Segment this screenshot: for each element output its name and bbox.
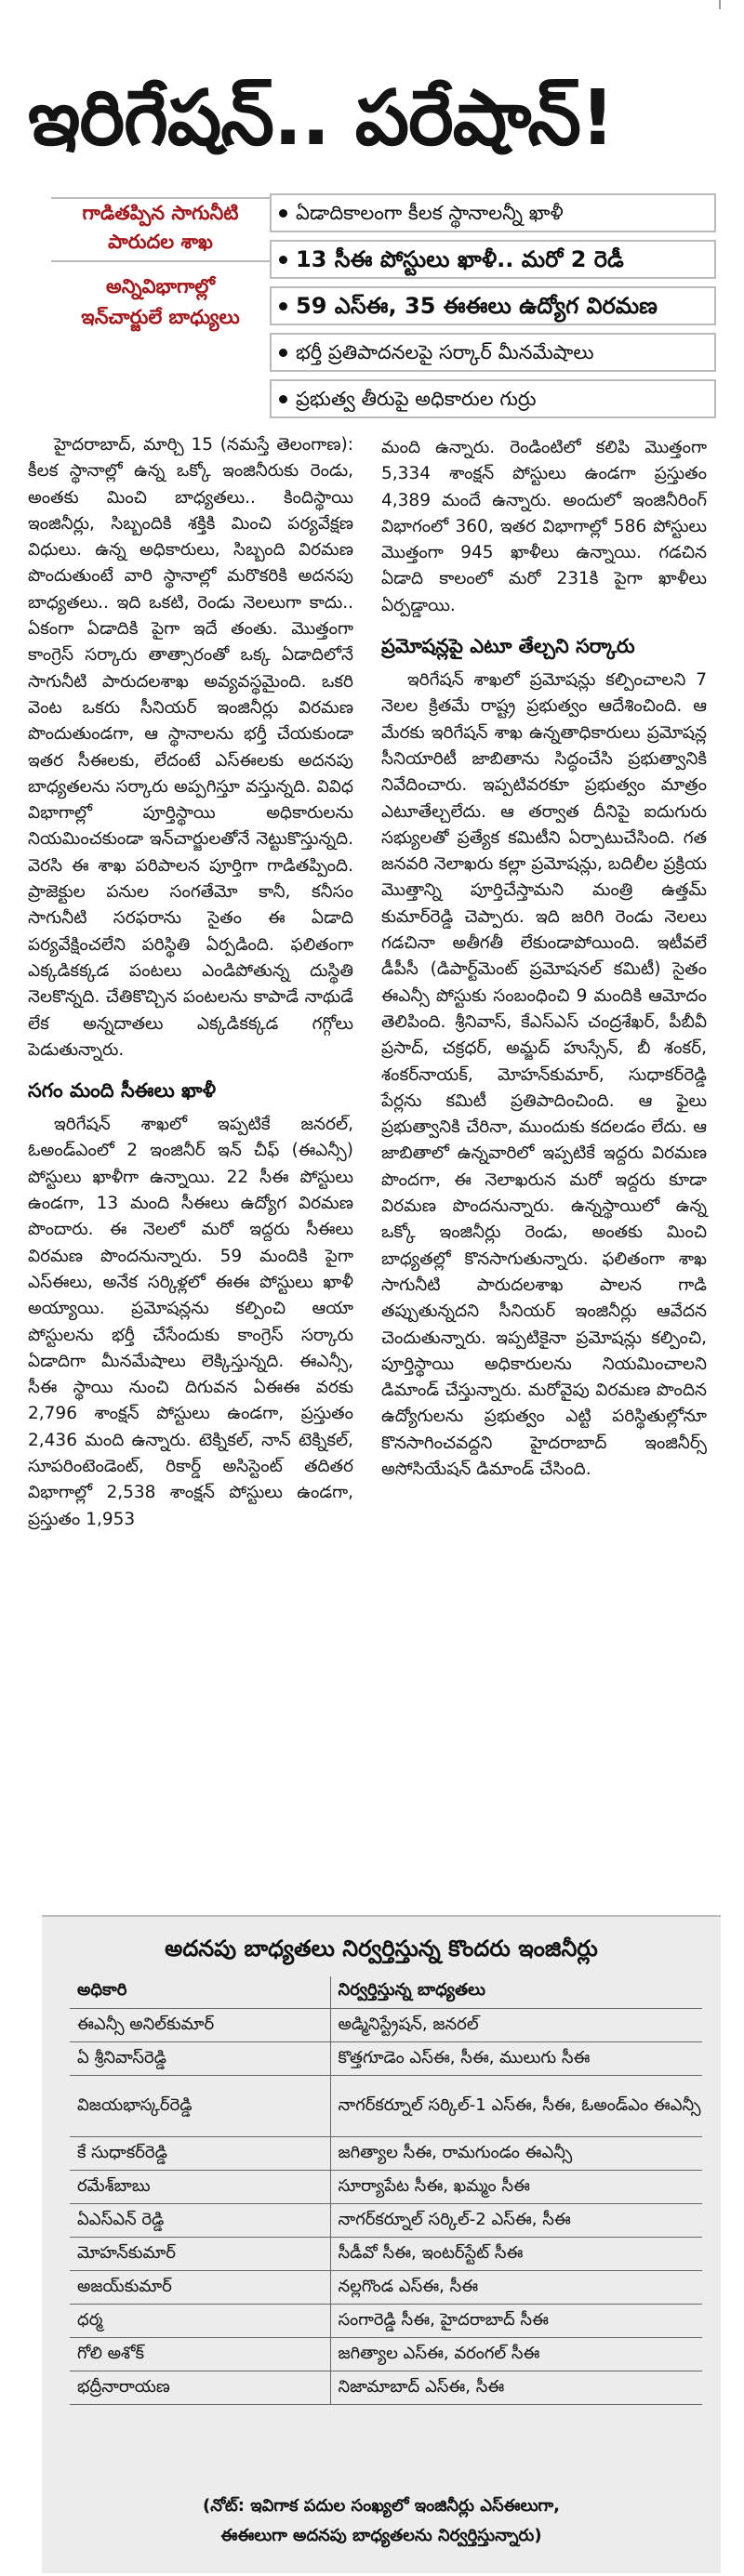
bullet-text: 59 ఎస్ఈ, 35 ఈఈలు ఉద్యోగ విరమణ: [296, 293, 658, 319]
article-column-right: [381, 435, 707, 1483]
duty-cell: జగిత్యాల సీఈ, రామగుండం ఈఎన్సీ: [330, 2136, 702, 2170]
official-cell: విజయభాస్కర్‌రెడ్డి: [70, 2075, 330, 2136]
official-cell: ధర్మ: [70, 2304, 330, 2337]
article-column-left: [28, 432, 353, 1533]
table-row: [70, 2041, 702, 2075]
duty-cell: నాగర్‌కర్నూల్ సర్కిల్-2 ఎస్ఈ, సీఈ: [330, 2203, 702, 2237]
bullet-text: భర్తీ ప్రతిపాదనలపై సర్కార్ మీనమేషాలు: [296, 341, 594, 363]
article-paragraph: ఇరిగేషన్ శాఖలో ప్రమోషన్లు కల్పించాలని 7 నెలల క్రితమే రాష్ట్ర ప్రభుత్వం ఆదేశించింది. ఆ మేరకు ఇరిగేషన్ శాఖ ఉన్నతాధికారులు ప్రమోషన్ల సీనియారిటీ జాబితాను సిద్ధంచేసి ప్రభుత్వానికి నివేదించారు. ఇప్పటివరకూ ప్రభుత్వం మాత్రం ఎటూతేల్చలేదు. ఆ తర్వాత దీనిపై ఐదుగురు సభ్యులతో ప్రత్యేక కమిటీని ఏర్పాటుచేసింది. గత జనవరి నెలాఖరు కల్లా ప్రమోషన్లు, బదిలీల ప్రక్రియ మొత్తాన్ని పూర్తిచేస్తామని మంత్రి ఉత్తమ్ కుమార్‌రెడ్డి చెప్పారు. ఇది జరిగి రెండు నెలలు గడచినా అతీగతీ లేకుండాపోయింది. ఇటీవలే డీపీసీ (డిపార్ట్‌మెంట్ ప్రమోషనల్ కమిటీ) సైతం ఈఎన్సీ పోస్టుకు సంబంధించి 9 మందికి ఆమోదం తెలిపింది. శ్రీనివాస్, కేఎస్ఎస్ చంద్రశేఖర్, పీబీవీ ప్రసాద్, చక్రధర్, అమ్జద్ హుస్సేన్, బీ శంకర్, శంకర్‌నాయక్, మోహన్‌కుమార్, సుధాకర్‌రెడ్డి పేర్లను కమిటీ ప్రతిపాదించింది. ఆ ఫైలు ప్రభుత్వానికి చేరినా, ముందుకు కదలడం లేదు. ఆ జాబితాలో ఉన్నవారిలో ఇప్పటికే ఇద్దరు విరమణ పొందగా, ఈ నెలాఖరున మరో ఇద్దరు కూడా విరమణ పొందనున్నారు. ఉన్నస్థాయిలో ఉన్న ఒక్కో ఇంజినీర్లు రెండు, అంతకు మించి బాధ్యతల్లో కొనసాగుతున్నారు. ఫలితంగా శాఖ సాగునీటి పారుదలశాఖ పాలన గాడి తప్పుతున్నదని సీనియర్ ఇంజినీర్లు ఆవేదన చెందుతున్నారు. ఇప్పటికైనా ప్రమోషన్లు కల్పించి, పూర్తిస్థాయి అధికారులను నియమించాలని డిమాండ్ చేస్తున్నారు. మరోవైపు విరమణ పొందిన ఉద్యోగులను ప్రభుత్వం ఎట్టి పరిస్థితుల్లోనూ కొనసాగించవద్దని హైదరాబాద్ ఇంజినీర్స్ అసోసియేషన్ డిమాండ్ చేసింది.: [381, 670, 708, 1479]
bullet-dot-icon: [279, 302, 287, 310]
table-row: [70, 2371, 702, 2404]
top-border: [0, 0, 721, 9]
table-row: [70, 2337, 702, 2371]
article-paragraph: ఇరిగేషన్ శాఖలో ఇప్పటికే జనరల్, ఓఅండ్ఎంలో 2 ఇంజినీర్ ఇన్ చీఫ్ (ఈఎన్సీ) పోస్టులు ఖాళీగా ఉన్నాయి. 22 సీఈ పోస్టులు ఉండగా, 13 మంది సీఈలు ఉద్యోగ విరమణ పొందారు. ఈ నెలలో మరో ఇద్దరు సీఈలు విరమణ పొందనున్నారు. 59 మందికి పైగా ఎస్ఈలు, అనేక సర్కిళ్లలో ఈఈ పోస్టులు ఖాళీ అయ్యాయి. ప్రమోషన్లను కల్పించి ఆయా పోస్టులను భర్తీ చేసేందుకు కాంగ్రెస్ సర్కారు ఏడాదిగా మీనమేషాలు లెక్కిస్తున్నది. ఈఎన్సీ, సీఈ స్థాయి నుంచి దిగువన ఏఈఈ వరకు 2,796 శాంక్షన్ పోస్టులు ఉండగా, ప్రస్తుతం 2,436 మంది ఉన్నారు. టెక్నికల్, నాన్ టెక్నికల్, సూపరింటెండెంట్, రికార్డ్ అసిస్టెంట్ తదితర విభాగాల్లో 2,538 శాంక్షన్ పోస్టులు ఉండగా, ప్రస్తుతం 1,953: [28, 1115, 353, 1529]
duty-cell: సీడీవో సీఈ, ఇంటర్‌స్టేట్ సీఈ: [330, 2237, 702, 2270]
duty-cell: అడ్మినిస్ట్రేషన్, జనరల్: [330, 2008, 702, 2041]
note-line: (నోట్: ఇవిగాక పదుల సంఖ్యలో ఇంజినీర్లు ఎస్ఈలుగా,: [203, 2496, 560, 2516]
table-row: [70, 2170, 702, 2203]
officials-table: [70, 1976, 702, 2405]
duty-cell: సంగారెడ్డి సీఈ, హైదరాబాద్ సీఈ: [330, 2304, 702, 2337]
duty-cell: జగిత్యాల ఎస్ఈ, వరంగల్ సీఈ: [330, 2337, 702, 2371]
info-table-box: [42, 1915, 721, 2573]
bullet-dot-icon: [279, 256, 287, 264]
duty-cell: నాగర్‌కర్నూల్ సర్కిల్-1 ఎస్ఈ, సీఈ, ఓఅండ్ఎం ఈఎన్సీ: [330, 2075, 702, 2136]
table-title: అదనపు బాధ్యతలు నిర్వర్తిస్తున్న కొందరు ఇంజినీర్లు: [165, 1935, 598, 1962]
duty-cell: నల్లగొండ ఎస్ఈ, సీఈ: [330, 2270, 702, 2304]
bullet-text: 13 సీఈ పోస్టులు ఖాళీ.. మరో 2 రెడీ: [296, 246, 624, 272]
table-row: [70, 2270, 702, 2304]
table-row: [70, 2008, 702, 2041]
table-header-row: [70, 1976, 702, 2008]
table-row: [70, 2136, 702, 2170]
bullet-dot-icon: [279, 349, 287, 357]
official-cell: ఏ శ్రీనివాస్‌రెడ్డి: [70, 2041, 330, 2075]
official-cell: మోహన్‌కుమార్: [70, 2237, 330, 2270]
official-cell: అజయ్‌కుమార్: [70, 2270, 330, 2304]
official-cell: ఏఎస్ఎన్ రెడ్డి: [70, 2203, 330, 2237]
official-cell: గోలి అశోక్: [70, 2337, 330, 2371]
deck-line: గాడితప్పిన సాగునీటి: [82, 202, 239, 224]
note-line: ఈఈలుగా అదనపు బాధ్యతలను నిర్వర్తిస్తున్నారు): [220, 2526, 542, 2545]
table-note: [42, 2491, 721, 2551]
bullet-dot-icon: [279, 209, 287, 218]
bullet-text: ప్రభుత్వ తీరుపై అధికారుల గుర్రు: [296, 388, 537, 410]
bullet-item: [270, 193, 716, 232]
official-cell: రమేశ్‌బాబు: [70, 2170, 330, 2203]
official-cell: ఈఎన్సీ అనిల్‌కుమార్: [70, 2008, 330, 2041]
duty-cell: సూర్యాపేట సీఈ, ఖమ్మం సీఈ: [330, 2170, 702, 2203]
column-header: అధికారి: [70, 1976, 330, 2008]
bullet-item: [270, 333, 716, 372]
subheading: సగం మంది సీఈలు ఖాళీ: [28, 1079, 217, 1103]
subheading: ప్రమోషన్లపై ఎటూ తేల్చని సర్కారు: [381, 635, 635, 658]
bullet-list: [270, 193, 716, 426]
duty-cell: నిజామాబాద్ ఎస్ఈ, సీఈ: [330, 2371, 702, 2404]
table-row: [70, 2304, 702, 2337]
article-paragraph: మంది ఉన్నారు. రెండింటిలో కలిపి మొత్తంగా 5,334 శాంక్షన్ పోస్టులు ఉండగా ప్రస్తుతం 4,389 మందే ఉన్నారు. అందులో ఇంజినీరింగ్ విభాగంలో 360, ఇతర విభాగాల్లో 586 పోస్టులు మొత్తంగా 945 ఖాళీలు ఉన్నాయి. గడచిన ఏడాది కాలంలో మరో 231కి పైగా ఖాళీలు ఏర్పడ్డాయి.: [381, 438, 707, 615]
column-header: నిర్వర్తిస్తున్న బాధ్యతలు: [330, 1976, 702, 2008]
table-row: [70, 2237, 702, 2270]
deck-line: ఇన్‌చార్జులే బాధ్యులు: [81, 306, 240, 328]
table-row: [70, 2075, 702, 2136]
deck-line: అన్నివిభాగాల్లో: [105, 275, 216, 297]
bullet-item: [270, 286, 716, 325]
article-paragraph: హైదరాబాద్, మార్చి 15 (నమస్తే తెలంగాణ): కీలక స్థానాల్లో ఉన్న ఒక్కో ఇంజినీరుకు రెండు, అంతకు మించి బాధ్యతలు.. కిందిస్థాయి ఇంజినీర్లు, సిబ్బందికి శక్తికి మించి పర్యవేక్షణ విధులు. ఉన్న అధికారులు, సిబ్బంది విరమణ పొందుతుంటే వారి స్థానాల్లో మరొకరికి అదనపు బాధ్యతలు.. ఇది ఒకటి, రెండు నెలలుగా కాదు.. ఏకంగా ఏడాదికి పైగా ఇదే తంతు. మొత్తంగా కాంగ్రెస్ సర్కారు తాత్సారంతో ఒక్క ఏడాదిలోనే సాగునీటి పారుదలశాఖ అవ్యవస్థమైంది. ఒకరి వెంట ఒకరు సీనియర్ ఇంజినీర్లు విరమణ పొందుతుండగా, ఆ స్థానాలను భర్తీ చేయకుండా ఇతర సీఈలకు, లేదంటే ఎస్ఈలకు అదనపు బాధ్యతలను సర్కారు అప్పగిస్తూ వస్తున్నది. వివిధ విభాగాల్లో పూర్తిస్థాయి అధికారులను నియమించకుండా ఇన్‌చార్జులతోనే నెట్టుకొస్తున్నది. వెరసి ఈ శాఖ పరిపాలన పూర్తిగా గాడితప్పింది. ప్రాజెక్టుల పనుల సంగతేమో కానీ, కనీసం సాగునీటి సరఫరాను సైతం ఈ ఏడాది పర్యవేక్షించలేని పరిస్థితి ఏర్పడింది. ఫలితంగా ఎక్కడికక్కడ పంటలు ఎండిపోతున్న దుస్థితి నెలకొన్నది. చేతికొచ్చిన పంటలను కాపాడే నాథుడే లేక అన్నదాతలు ఎక్కడికక్కడ గగ్గోలు పెడుతున్నారు.: [28, 435, 353, 1060]
deck-box-1: [51, 197, 270, 262]
duty-cell: కొత్తగూడెం ఎస్ఈ, సీఈ, ములుగు సీఈ: [330, 2041, 702, 2075]
headline: ఇరిగేషన్.. పరేషాన్!: [28, 74, 615, 163]
deck-box-2: [51, 271, 270, 374]
table-row: [70, 2203, 702, 2237]
official-cell: భద్రీనారాయణ: [70, 2371, 330, 2404]
bullet-item: [270, 240, 716, 279]
bullet-dot-icon: [279, 395, 287, 403]
official-cell: కే సుధాకర్‌రెడ్డి: [70, 2136, 330, 2170]
bullet-item: [270, 379, 716, 418]
bullet-text: ఏడాదికాలంగా కీలక స్థానాలన్నీ ఖాళీ: [296, 202, 564, 224]
deck-line: పారుదల శాఖ: [108, 231, 213, 253]
